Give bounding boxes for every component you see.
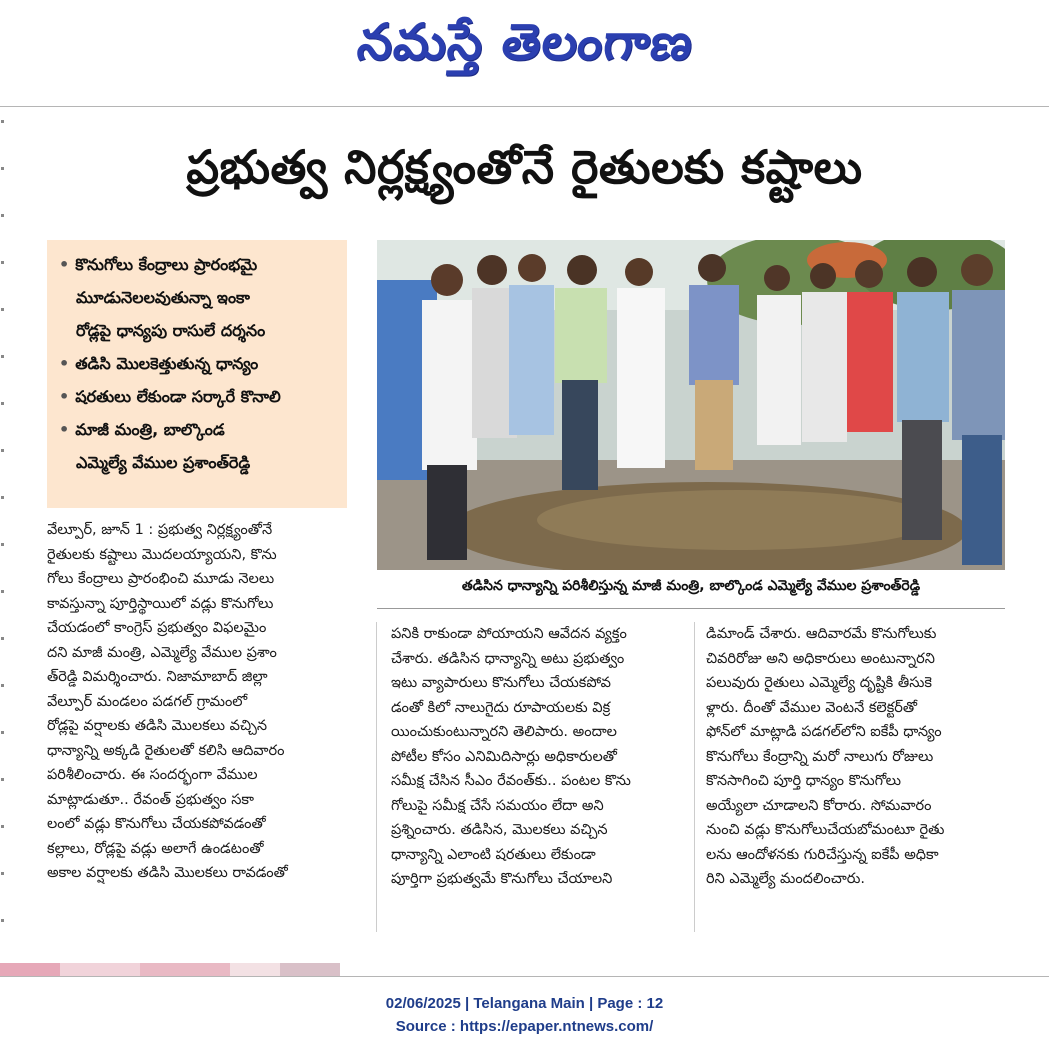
text-line: రోడ్లపై వర్షాలకు తడిసి మొలకలు వచ్చిన [47, 718, 268, 734]
text-line: చేశారు. తడిసిన ధాన్యాన్ని అటు ప్రభుత్వం [391, 650, 625, 667]
text-line: యించుకుంటున్నారని తెలిపారు. అందాల [391, 724, 617, 740]
bullet-icon: • [59, 387, 70, 406]
text-line: దని మాజీ మంత్రి, ఎమ్మెల్యే వేముల ప్రశాం [47, 644, 277, 661]
text-line: కొనుగోలు కేంద్రాన్ని మరో నాలుగు రోజులు [706, 748, 934, 765]
text-line: పనికి రాకుండా పోయాయని ఆవేదన వ్యక్తం [391, 626, 627, 642]
text-line: ధాన్యాన్ని అక్కడి రైతులతో కలిసి ఆదివారం [47, 742, 285, 759]
caption-divider [377, 608, 1005, 609]
text-line: చివరిరోజు అని అధికారులు అంటున్నారని [706, 650, 935, 667]
text-line: గోలుపై సమీక్ష చేసే సమయం లేదా అని [391, 797, 604, 814]
text-line: త్‌రెడ్డి విమర్శించారు. నిజామాబాద్ జిల్లా [47, 669, 268, 685]
text-line: ఫోన్‌లో మాట్లాడి పడగల్‌లోని ఐకేపీ ధాన్యం [706, 724, 942, 740]
text-line: కల్లాలు, రోడ్లపై వడ్లు అలాగే ఉండటంతో [47, 840, 264, 857]
photo-caption: తడిసిన ధాన్యాన్ని పరిశీలిస్తున్న మాజీ మంత్రి, బాల్కొండ ఎమ్మెల్యే వేముల ప్రశాంత్‌రెడ్డి [461, 578, 921, 594]
text-line: పలువురు రైతులు ఎమ్మెల్యే దృష్టికి తీసుకె [706, 675, 932, 691]
footer-divider [0, 976, 1049, 977]
highlight-item: ఎమ్మెల్యే వేముల ప్రశాంత్‌రెడ్డి [76, 453, 251, 472]
article-column-3 [706, 622, 996, 892]
text-line: పరిశీలించారు. ఈ సందర్భంగా వేముల [47, 767, 258, 783]
text-line: గోలు కేంద్రాలు ప్రారంభించి మూడు నెలలు [47, 571, 275, 587]
masthead-divider [0, 106, 1049, 107]
text-line: డిమాండ్ చేశారు. ఆదివారమే కొనుగోలుకు [706, 626, 937, 642]
footer-source-link[interactable]: Source : https://epaper.ntnews.com/ [395, 1018, 654, 1035]
text-line: ఇటు వ్యాపారులు కొనుగోలు చేయకపోవ [391, 675, 611, 691]
article-headline: ప్రభుత్వ నిర్లక్ష్యంతోనే రైతులకు కష్టాలు [186, 140, 863, 194]
text-line: లంలో వడ్లు కొనుగోలు చేయకపోవడంతో [47, 816, 266, 832]
text-line: వేల్పూర్ మండలం పడగల్ గ్రామంలో [47, 693, 248, 710]
strip-graphic [0, 963, 340, 977]
text-line: ధాన్యాన్ని ఎలాంటి షరతులు లేకుండా [391, 846, 596, 863]
cropped-image-strip [0, 962, 340, 976]
footer-edition-info: 02/06/2025 | Telangana Main | Page : 12 [385, 995, 664, 1012]
highlight-item: • మాజీ మంత్రి, బాల్కొండ [59, 420, 225, 439]
text-line: పూర్తిగా ప్రభుత్వమే కొనుగోలు చేయాలని [391, 871, 613, 887]
bullet-icon: • [59, 354, 70, 373]
text-line: రిని ఎమ్మెల్యే మందలించారు. [706, 871, 865, 887]
highlight-item: • షరతులు లేకుండా సర్కారే కొనాలి [59, 387, 281, 406]
article-column-1 [47, 518, 347, 886]
bullet-icon: • [59, 255, 70, 274]
text-line: ళ్లారు. దీంతో వేముల వెంటనే కలెక్టర్‌తో [706, 699, 918, 716]
text-line: లను ఆందోళనకు గురిచేస్తున్న ఐకేపీ అధికా [706, 846, 939, 863]
bullet-icon: • [59, 420, 70, 439]
photo-illustration [377, 240, 1005, 570]
highlights-box [47, 240, 347, 508]
text-line: రైతులకు కష్టాలు మొదలయ్యాయని, కొను [47, 546, 277, 563]
text-line: అయ్యేలా చూడాలని కోరారు. సోమవారం [706, 797, 932, 814]
highlight-item: రోడ్లపై ధాన్యపు రాసులే దర్శనం [76, 321, 266, 340]
highlight-item: • కొనుగోలు కేంద్రాలు ప్రారంభమై [59, 255, 258, 274]
text-line: వేల్పూర్, జూన్ 1 : ప్రభుత్వ నిర్లక్ష్యంతోనే [47, 522, 273, 538]
highlight-item: మూడునెలలవుతున్నా ఇంకా [76, 288, 250, 307]
column-divider [376, 622, 377, 932]
text-line: పోటీల కోసం ఎనిమిదిసార్లు అధికారులతో [391, 748, 617, 765]
text-line: అకాల వర్షాలకు తడిసి మొలకలు రావడంతో [47, 865, 288, 881]
text-line: డంతో కిలో నాలుగైదు రూపాయలకు విక్ర [391, 699, 611, 716]
news-photo [377, 240, 1005, 570]
column-divider [694, 622, 695, 932]
text-line: కొనసాగించి పూర్తి ధాన్యం కొనుగోలు [706, 773, 901, 789]
text-line: ప్రశ్నించారు. తడిసిన, మొలకలు వచ్చిన [391, 822, 608, 838]
left-margin-marks [0, 120, 6, 960]
article-column-2 [391, 622, 681, 892]
text-line: కావస్తున్నా పూర్తిస్థాయిలో వడ్లు కొనుగోలు [47, 595, 274, 612]
text-line: నుంచి వడ్లు కొనుగోలుచేయబోమంటూ రైతు [706, 822, 945, 838]
page-footer [0, 992, 1049, 1038]
newspaper-logo: నమస్తే తెలంగాణ [354, 12, 697, 71]
text-line: చేయడంలో కాంగ్రెస్ ప్రభుత్వం విఫలమైం [47, 620, 267, 636]
masthead [0, 0, 1049, 96]
highlight-item: • తడిసి మొలకెత్తుతున్న ధాన్యం [59, 354, 259, 373]
text-line: సమీక్ష చేసిన సీఎం రేవంత్‌కు.. పంటల కొను [391, 773, 631, 789]
text-line: మాట్లాడుతూ.. రేవంత్ ప్రభుత్వం సకా [47, 791, 254, 808]
